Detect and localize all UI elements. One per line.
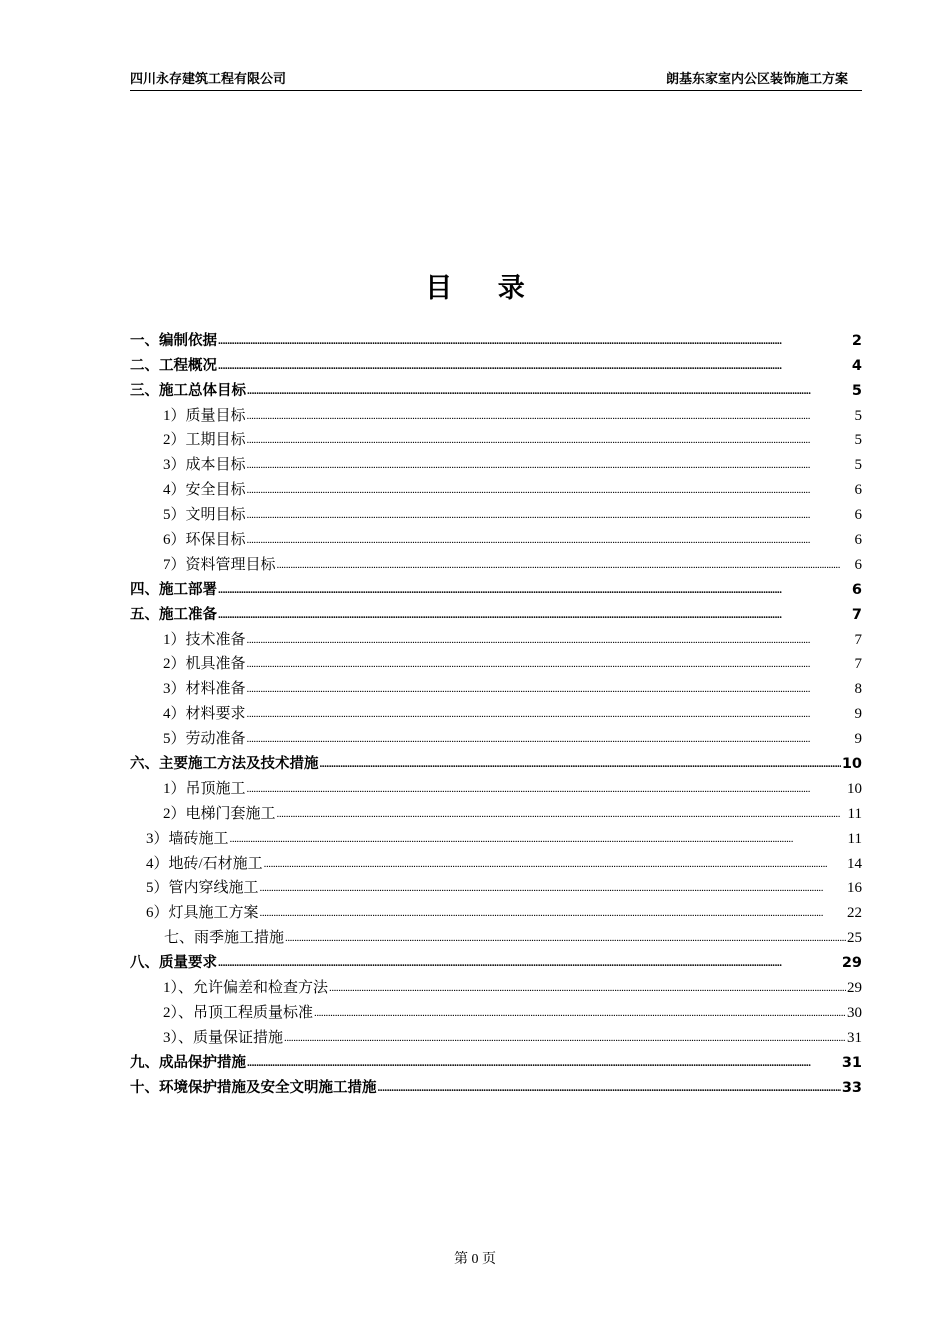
toc-entry-label: 7）资料管理目标 <box>163 556 276 573</box>
toc-entry-label: 3）墙砖施工 <box>146 830 229 847</box>
toc-entry[interactable] <box>130 1048 862 1073</box>
toc-entry[interactable] <box>130 550 862 575</box>
toc-entry-page: 9 <box>854 706 862 723</box>
toc-entry-label: 1）、允许偏差和检查方法 <box>163 980 329 997</box>
toc-entry-page: 5 <box>854 407 862 424</box>
toc-entry-label: 1）技术准备 <box>163 631 246 648</box>
toc-entry-page: 11 <box>847 805 862 822</box>
toc-entry[interactable] <box>130 401 862 426</box>
toc-leader-dots <box>247 454 854 475</box>
toc-entry-label: 八、质量要求 <box>130 955 217 972</box>
toc-entry[interactable] <box>130 600 862 625</box>
toc-entry[interactable] <box>130 749 862 774</box>
toc-leader-dots <box>230 828 847 849</box>
toc-entry[interactable] <box>130 376 862 401</box>
toc-leader-dots <box>247 479 854 500</box>
toc-leader-dots <box>247 1052 841 1073</box>
toc-leader-dots <box>247 678 854 699</box>
toc-entry-label: 2）电梯门套施工 <box>163 805 276 822</box>
toc-entry[interactable] <box>130 799 862 824</box>
toc-entry-page: 5 <box>854 432 862 449</box>
toc-entry-page: 14 <box>847 855 862 872</box>
toc-title: 目 录 <box>425 273 543 304</box>
toc-leader-dots <box>277 803 847 824</box>
toc-leader-dots <box>218 579 851 600</box>
toc-leader-dots <box>277 554 854 575</box>
toc-entry-label: 九、成品保护措施 <box>130 1054 246 1071</box>
toc-entry-label: 3）、质量保证措施 <box>163 1029 284 1046</box>
toc-entry-page: 16 <box>847 880 862 897</box>
toc-entry-label: 3）材料准备 <box>163 681 246 698</box>
toc-entry-label: 4）安全目标 <box>163 482 246 499</box>
toc-entry[interactable] <box>130 699 862 724</box>
toc-entry-label: 六、主要施工方法及技术措施 <box>130 756 319 773</box>
toc-entry[interactable] <box>130 326 862 351</box>
toc-entry-label: 四、施工部署 <box>130 581 217 598</box>
toc-leader-dots <box>247 778 846 799</box>
toc-entry-label: 2）机具准备 <box>163 656 246 673</box>
toc-leader-dots <box>247 405 854 426</box>
toc-leader-dots <box>260 877 846 898</box>
toc-entry-page: 22 <box>847 905 862 922</box>
toc-entry[interactable] <box>130 351 862 376</box>
toc-entry-page: 6 <box>854 507 862 524</box>
toc-leader-dots <box>247 380 851 401</box>
toc-entry[interactable] <box>130 500 862 525</box>
toc-entry[interactable] <box>130 1023 862 1048</box>
toc-entry-page: 30 <box>847 1004 862 1021</box>
toc-entry-label: 5）文明目标 <box>163 507 246 524</box>
toc-entry[interactable] <box>130 998 862 1023</box>
toc-entry[interactable] <box>130 948 862 973</box>
toc-entry-label: 1）质量目标 <box>163 407 246 424</box>
toc-entry-label: 二、工程概况 <box>130 357 217 374</box>
toc-entry[interactable] <box>130 475 862 500</box>
toc-entry-page: 31 <box>847 1029 862 1046</box>
toc-leader-dots <box>378 1077 841 1098</box>
toc-entry-page: 11 <box>847 830 862 847</box>
toc-entry-page: 6 <box>854 556 862 573</box>
toc-leader-dots <box>329 977 846 998</box>
toc-leader-dots <box>247 703 854 724</box>
toc-leader-dots <box>218 355 851 376</box>
toc-entry[interactable] <box>130 923 862 948</box>
toc-entry-page: 6 <box>851 581 862 598</box>
toc-entry[interactable] <box>130 724 862 749</box>
toc-entry-label: 2）工期目标 <box>163 432 246 449</box>
toc-entry-label: 5）管内穿线施工 <box>146 880 259 897</box>
toc-entry-page: 7 <box>854 656 862 673</box>
toc-entry[interactable] <box>130 973 862 998</box>
toc-entry-label: 6）灯具施工方案 <box>146 905 259 922</box>
toc-entry[interactable] <box>130 525 862 550</box>
toc-entry[interactable] <box>130 650 862 675</box>
toc-leader-dots <box>285 927 846 948</box>
toc-entry[interactable] <box>130 674 862 699</box>
toc-entry-label: 5）劳动准备 <box>163 731 246 748</box>
header-project: 朗基东家室内公区装饰施工方案 <box>665 72 848 87</box>
toc-entry-label: 五、施工准备 <box>130 606 217 623</box>
toc-entry[interactable] <box>130 898 862 923</box>
toc-entry-label: 1）吊顶施工 <box>163 780 246 797</box>
toc-entry-page: 29 <box>847 980 862 997</box>
toc-entry-page: 10 <box>841 756 862 773</box>
page-header <box>130 66 862 91</box>
toc-entry-page: 10 <box>847 780 862 797</box>
toc-entry-label: 6）环保目标 <box>163 532 246 549</box>
toc-entry[interactable] <box>130 426 862 451</box>
toc-entry-page: 31 <box>841 1054 862 1071</box>
toc-entry-page: 8 <box>854 681 862 698</box>
toc-entry[interactable] <box>130 874 862 899</box>
toc-entry[interactable] <box>130 575 862 600</box>
toc-leader-dots <box>218 330 851 351</box>
toc-entry-page: 9 <box>854 731 862 748</box>
toc-leader-dots <box>218 604 851 625</box>
toc-leader-dots <box>247 653 854 674</box>
toc-entry-page: 29 <box>841 955 862 972</box>
table-of-contents <box>130 326 862 1098</box>
toc-leader-dots <box>247 529 854 550</box>
toc-entry-page: 6 <box>854 532 862 549</box>
toc-leader-dots <box>247 504 854 525</box>
toc-leader-dots <box>264 853 846 874</box>
toc-entry-page: 5 <box>851 382 862 399</box>
toc-entry-label: 4）材料要求 <box>163 706 246 723</box>
toc-leader-dots <box>247 629 854 650</box>
toc-entry-label: 3）成本目标 <box>163 457 246 474</box>
toc-leader-dots <box>218 952 841 973</box>
toc-entry-page: 6 <box>854 482 862 499</box>
toc-leader-dots <box>260 902 846 923</box>
toc-entry[interactable] <box>130 1073 862 1098</box>
toc-entry-label: 2）、吊顶工程质量标准 <box>163 1004 314 1021</box>
header-company: 四川永存建筑工程有限公司 <box>130 72 287 87</box>
toc-entry-label: 七、雨季施工措施 <box>164 930 285 947</box>
toc-entry[interactable] <box>130 625 862 650</box>
toc-leader-dots <box>247 429 854 450</box>
toc-entry-page: 7 <box>851 606 862 623</box>
toc-entry-page: 2 <box>851 332 862 349</box>
toc-entry-label: 三、施工总体目标 <box>130 382 246 399</box>
toc-entry-page: 4 <box>851 357 862 374</box>
toc-entry-label: 一、编制依据 <box>130 332 217 349</box>
toc-entry-page: 33 <box>841 1079 862 1096</box>
toc-leader-dots <box>320 753 841 774</box>
toc-entry-label: 4）地砖/石材施工 <box>146 855 263 872</box>
toc-entry-page: 5 <box>854 457 862 474</box>
toc-entry[interactable] <box>130 849 862 874</box>
toc-entry-page: 7 <box>854 631 862 648</box>
toc-leader-dots <box>314 1002 846 1023</box>
toc-entry[interactable] <box>130 774 862 799</box>
toc-entry-label: 十、环境保护措施及安全文明施工措施 <box>130 1079 377 1096</box>
page-number: 第 0 页 <box>454 1252 496 1267</box>
toc-leader-dots <box>247 728 854 749</box>
toc-entry[interactable] <box>130 824 862 849</box>
toc-entry-page: 25 <box>847 930 862 947</box>
toc-leader-dots <box>284 1027 846 1048</box>
toc-entry[interactable] <box>130 450 862 475</box>
